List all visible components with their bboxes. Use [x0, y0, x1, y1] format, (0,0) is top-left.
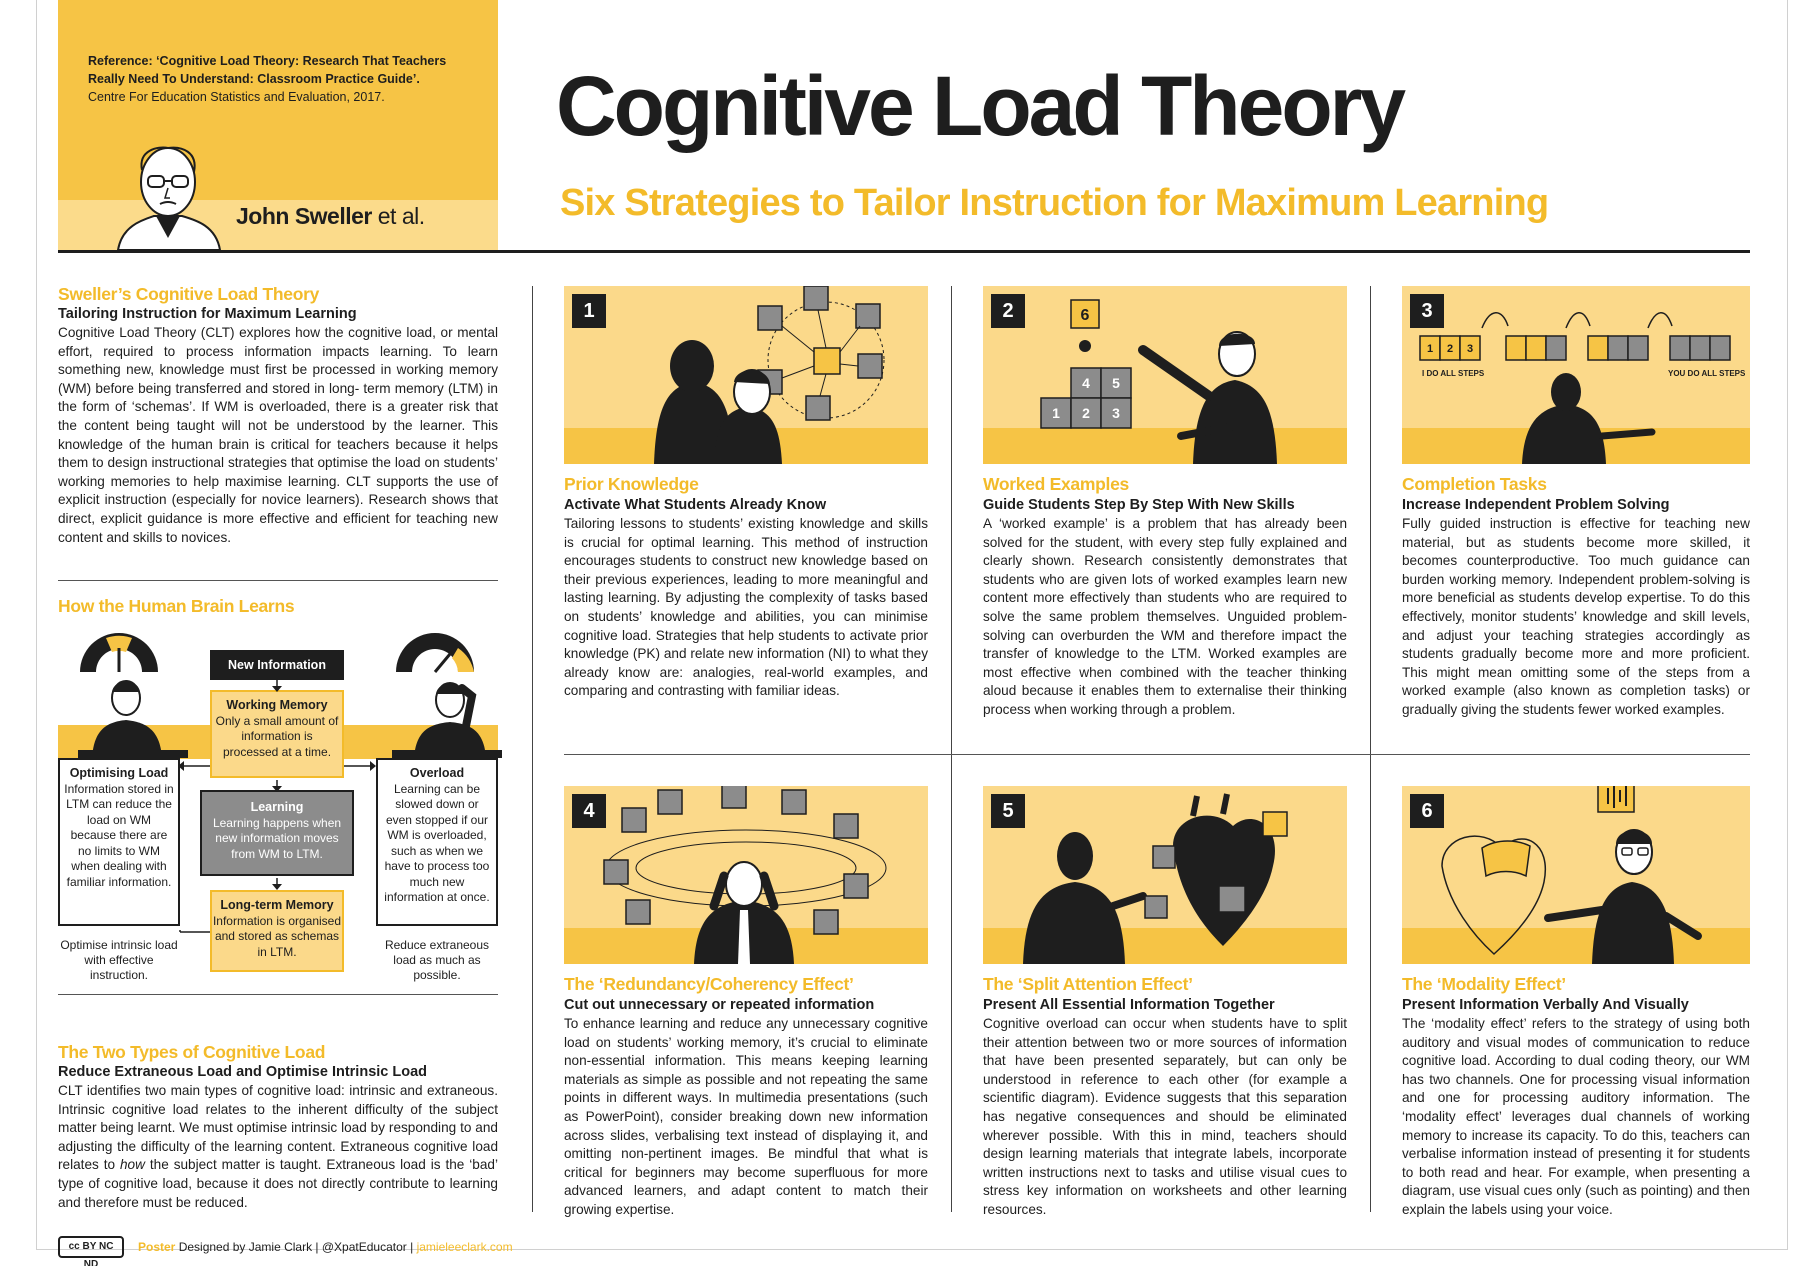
- optimising-text: Information stored in LTM can reduce the load on WM because there are no limits to WM when dealing with familiar information.: [64, 781, 174, 889]
- panel-5-number: 5: [991, 794, 1025, 828]
- column-rule-1: [532, 286, 533, 1212]
- panel-4-body: To enhance learning and reduce any unnecessary cognitive load on students’ working memory, it’s crucial to eliminate non-essential information. This means keeping learning materials as simple as possible and not repeating the same points in different ways. In multimedia presentations (such as PowerPoint), consider breaking down new information across slides, verbalising text instead of displaying it, and omitting non-pertinent images. Be mindful that what is critical for beginners may become superfluous for more advanced learners, and adapt content to match their growing expertise.: [564, 1016, 928, 1217]
- two-types-body: [58, 1082, 498, 1212]
- svg-text:2: 2: [1082, 405, 1090, 421]
- footer-credit: [138, 1240, 513, 1254]
- panel-3-number: 3: [1410, 294, 1444, 328]
- author-surname: John Sweller: [236, 203, 372, 229]
- svg-text:1: 1: [1052, 405, 1060, 421]
- panel-1-subheading: Activate What Students Already Know: [564, 497, 827, 513]
- panel-4-subheading: Cut out unnecessary or repeated information: [564, 997, 875, 1013]
- footer-poster: Poster: [138, 1240, 176, 1254]
- panel-3-illustration: [1402, 286, 1750, 464]
- svg-text:1: 1: [1426, 343, 1434, 355]
- panel-1-number: 1: [572, 294, 606, 328]
- panel-5-heading: The ‘Split Attention Effect’: [983, 974, 1193, 994]
- split-attention-heart-icon: [983, 786, 1347, 964]
- redundant-blocks-icon: [564, 786, 928, 964]
- i-do-label: I DO ALL STEPS: [1422, 369, 1485, 378]
- reference-title: Reference: ‘Cognitive Load Theory: Research That Teachers Really Need To Understand: Classroom Practice Guide’.: [88, 54, 447, 86]
- author-name: [236, 203, 425, 230]
- panel-4-number: 4: [572, 794, 606, 828]
- panel-6-heading: The ‘Modality Effect’: [1402, 974, 1566, 994]
- panel-3-subheading: Increase Independent Problem Solving: [1402, 497, 1670, 513]
- learning-title: Learning: [250, 800, 304, 814]
- svg-text:3: 3: [1466, 343, 1474, 355]
- two-types-subheading: Reduce Extraneous Load and Optimise Intrinsic Load: [58, 1064, 428, 1080]
- panel-5-illustration: [983, 786, 1347, 964]
- working-memory-text: Only a small amount of information is processed at a time.: [215, 713, 339, 759]
- reduce-caption: Reduce extraneous load as much as possible.: [384, 938, 490, 982]
- svg-text:5: 5: [1112, 375, 1120, 391]
- completion-steps-icon: [1402, 286, 1750, 464]
- john-sweller-portrait: [108, 140, 228, 250]
- svg-text:6: 6: [1080, 307, 1090, 324]
- working-memory-title: Working Memory: [226, 698, 328, 712]
- svg-text:3: 3: [1112, 405, 1120, 421]
- panel-3-heading: Completion Tasks: [1402, 474, 1547, 494]
- panel-2-number: 2: [991, 294, 1025, 328]
- panel-5-subheading: Present All Essential Information Together: [983, 997, 1275, 1013]
- reference-text: [88, 52, 468, 106]
- learning-text: Learning happens when new information moves from WM to LTM.: [212, 815, 342, 861]
- panel-6-number: 6: [1410, 794, 1444, 828]
- page-title: Cognitive Load Theory: [556, 59, 1404, 153]
- panel-1-body: Tailoring lessons to students’ existing knowledge and skills is crucial for optimal learning. This method of instruction encourages students to construct new knowledge based on their previous experiences, leading to more meaningful and lasting learning. By adjusting the complexity of tasks based on students’ knowledge and abilities, you can minimise cognitive load. Strategies that help students to activate prior knowledge (PK) and relate new information (NI) to what they already know are: analogies, real-world examples, and comparing and contrasting with familiar ideas.: [564, 516, 928, 699]
- two-types-body-part2: the subject matter is taught. Extraneous load is the ‘bad’ type of cognitive load, because it does not directly contribute to learning and therefore must be reduced.: [58, 1157, 498, 1210]
- you-do-label: YOU DO ALL STEPS: [1668, 369, 1746, 378]
- panel-6-illustration: [1402, 786, 1750, 964]
- two-types-body-emphasis: how: [120, 1157, 145, 1173]
- creative-commons-badge: cc BY NC ND: [58, 1236, 124, 1258]
- footer-site-link[interactable]: jamieleeclark.com: [416, 1240, 513, 1254]
- panel-4-heading: The ‘Redundancy/Coherency Effect’: [564, 974, 854, 994]
- row-divider: [564, 754, 1750, 755]
- author-suffix: et al.: [371, 203, 425, 229]
- intro-divider: [58, 580, 498, 581]
- panel-1-illustration: [564, 286, 928, 464]
- two-types-body-part1: CLT identifies two main types of cognitive load: intrinsic and extraneous. Intrinsic cognitive load relates to the inherent difficulty of the subject matter being learnt. We must optimise intrinsic load by responding to and adjusting the difficulty of the learning content. Extraneous cognitive load relates to: [58, 1083, 498, 1173]
- panel-3-body: Fully guided instruction is effective for teaching new material, but as students become more skilled, it becomes counterproductive. Too much guidance can burden working memory. Independent problem-solving is more beneficial as students develop expertise. To do this effectively, monitor students’ knowledge and skill levels, and adjust your teaching strategies accordingly as students gradually become more and more proficient. This might mean omitting some of the steps from a worked example (also known as completion tasks) or gradually giving the students fewer worked examples.: [1402, 516, 1750, 717]
- column-rule-2: [951, 286, 952, 1212]
- panel-2-body: A ‘worked example’ is a problem that has already been solved for the student, with every step fully explained and clearly shown. Research consistently demonstrates that students who are given lots of worked examples learn new content more effectively than students who are required to solve the same problem themselves. Unguided problem-solving can overburden the WM and therefore impact the transfer of knowledge to the LTM. Worked examples are most effective when combined with the teacher thinking aloud because it enables them to externalise their thinking process when working through a problem.: [983, 516, 1347, 717]
- intro-body: Cognitive Load Theory (CLT) explores how the cognitive load, or mental effort, required to process information impacts learning. To learn something new, knowledge must first be processed in working memory (WM) before being transferred and stored in long- term memory (LTM) in the form of ‘schemas’. If WM is overloaded, there is a greater risk that the content being taught will not be understood by the learner. This knowledge of the human brain is critical for teachers because it helps them to design instructional strategies that optimise the load on students’ working memories to help maximise learning. CLT supports the use of explicit instruction (especially for novice learners). Research shows that direct, explicit guidance is more effective and efficient for teaching new content and skills to novices.: [58, 325, 498, 545]
- footer-designer: Designed by Jamie Clark | @XpatEducator |: [175, 1240, 417, 1254]
- panel-2-subheading: Guide Students Step By Step With New Skills: [983, 497, 1295, 513]
- brain-heading: How the Human Brain Learns: [58, 596, 295, 616]
- column-rule-3: [1370, 286, 1371, 1212]
- overload-title: Overload: [409, 766, 465, 780]
- panel-5-body: Cognitive overload can occur when students have to split their attention between two or more sources of information that have been presented separately, but can only be understood in reference to each other (for example a scientific diagram). Evidence suggests that this separation has negative consequences and should be eliminated wherever possible. With this in mind, teachers should design learning materials that integrate labels, incorporate written instructions next to tasks and utilise visual cues to stress key information on worksheets and other learning resources.: [983, 1016, 1347, 1217]
- panel-4-illustration: [564, 786, 928, 964]
- new-information-label: New Information: [210, 650, 344, 680]
- panel-6-subheading: Present Information Verbally And Visually: [1402, 997, 1689, 1013]
- reference-source: Centre For Education Statistics and Evaluation, 2017.: [88, 90, 385, 104]
- knowledge-network-icon: [564, 286, 928, 464]
- panel-1-heading: Prior Knowledge: [564, 474, 699, 494]
- panel-2-illustration: [983, 286, 1347, 464]
- header-rule: [58, 250, 1750, 253]
- two-types-heading: The Two Types of Cognitive Load: [58, 1042, 326, 1062]
- page-subtitle: Six Strategies to Tailor Instruction for Maximum Learning: [560, 182, 1549, 224]
- optimise-caption: Optimise intrinsic load with effective instruction.: [60, 938, 178, 982]
- panel-2-heading: Worked Examples: [983, 474, 1129, 494]
- ltm-title: Long-term Memory: [220, 898, 334, 912]
- panel-6-body: The ‘modality effect’ refers to the strategy of using both auditory and visual modes of communication to reduce cognitive load. According to dual coding theory, our WM has two channels. One for processing visual information and one for processing auditory information. The ‘modality effect’ leverages dual channels of working memory to increase its capacity. To do this, teachers can verbalise information instead of presenting it for students to both read and hear. For example, when presenting a diagram, use visual cues only (such as pointing) and then explain the labels using your voice.: [1402, 1016, 1750, 1217]
- intro-subheading: Tailoring Instruction for Maximum Learning: [58, 306, 357, 322]
- modality-heart-icon: [1402, 786, 1750, 964]
- intro-heading: Sweller’s Cognitive Load Theory: [58, 284, 320, 304]
- ltm-text: Information is organised and stored as schemas in LTM.: [212, 913, 342, 959]
- stacked-blocks-icon: [983, 286, 1347, 464]
- optimising-title: Optimising Load: [69, 766, 169, 780]
- brain-divider: [58, 994, 498, 995]
- diagram-arrows: [58, 640, 498, 980]
- svg-text:2: 2: [1446, 343, 1454, 355]
- svg-text:4: 4: [1082, 375, 1090, 391]
- overload-text: Learning can be slowed down or even stopped if our WM is overloaded, such as when we have to process too much new information at once.: [384, 781, 490, 904]
